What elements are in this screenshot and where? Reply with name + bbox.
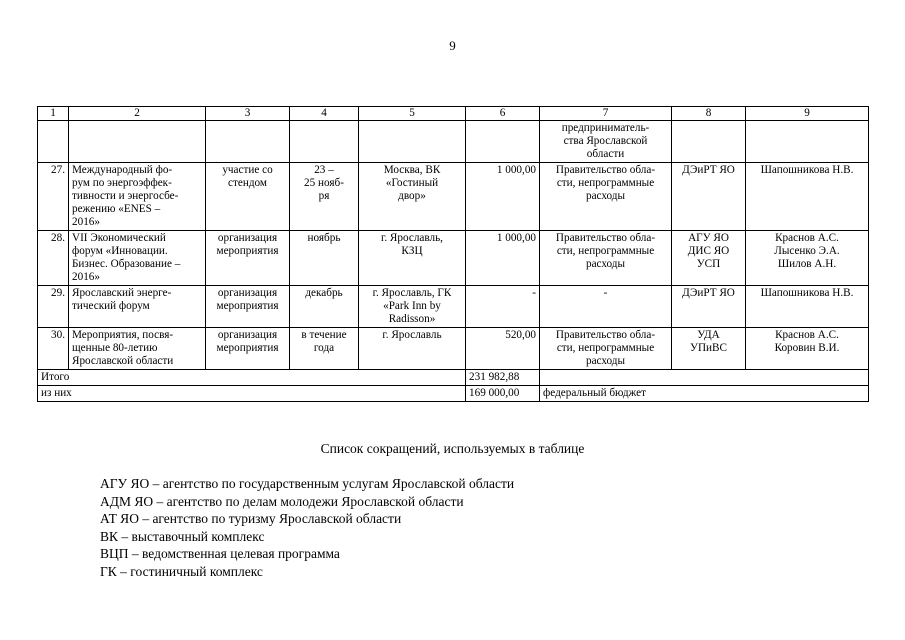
participation-form-cell [206,121,290,163]
event-date-cell: в течение года [290,328,359,370]
abbreviation-item: АГУ ЯО – агентство по государственным услугам Ярославской области [100,476,515,491]
funding-source-cell: Правительство обла- сти, непрограммные расходы [540,163,672,231]
column-header: 1 [38,107,69,121]
participation-form-cell: организация мероприятия [206,328,290,370]
funding-source-cell: предприниматель- ства Ярославской области [540,121,672,163]
event-date-cell [290,121,359,163]
abbreviations-title: Список сокращений, используемых в таблице [320,441,585,456]
event-name-cell: VII Экономический форум «Инновации. Бизнес. Образование – 2016» [69,231,206,286]
event-name-cell: Мероприятия, посвя- щенные 80-летию Ярославской области [69,328,206,370]
event-name-cell: Международный фо- рум по энергоэффек- тивности и энергосбе- режению «ENES – 2016» [69,163,206,231]
column-header: 6 [466,107,540,121]
total-label: Итого [38,370,466,386]
event-name-cell: Ярославский энерге- тический форум [69,286,206,328]
funding-source-cell: Правительство обла- сти, непрограммные расходы [540,328,672,370]
abbreviation-item: АТ ЯО – агентство по туризму Ярославской области [100,511,402,527]
column-header: 7 [540,107,672,121]
total-value: 231 982,88 [466,370,540,386]
column-header: 8 [672,107,746,121]
page-number: 9 [449,38,456,53]
funding-source-cell: Правительство обла- сти, непрограммные расходы [540,231,672,286]
of-which-source: федеральный бюджет [540,386,869,402]
abbreviation-item: ГК – гостиничный комплекс [100,563,263,579]
table-row [38,328,869,370]
row-number-cell: 28. [38,231,69,286]
total-row [38,370,869,386]
responsible-person-cell: Шапошникова Н.В. [746,286,869,328]
event-location-cell: г. Ярославль, ГК «Park Inn by Radisson» [359,286,466,328]
amount-cell: 520,00 [466,328,540,370]
responsible-agency-cell: УДА УПиВС [672,328,746,370]
row-number-cell: 29. [38,286,69,328]
total-empty-cell [540,370,869,386]
event-date-cell: 23 – 25 нояб- ря [290,163,359,231]
event-location-cell: г. Ярославль [359,328,466,370]
of-which-value: 169 000,00 [466,386,540,402]
table-row [38,231,869,286]
column-header: 4 [290,107,359,121]
amount-cell: 1 000,00 [466,231,540,286]
of-which-row [38,386,869,402]
row-number-cell: 27. [38,163,69,231]
responsible-person-cell: Краснов А.С. Коровин В.И. [746,328,869,370]
event-name-cell [69,121,206,163]
table-header-row [38,107,869,121]
amount-cell: 1 000,00 [466,163,540,231]
abbreviation-item: ВК – выставочный комплекс [100,528,265,544]
column-header: 9 [746,107,869,121]
amount-cell: - [466,286,540,328]
events-table [37,106,869,402]
event-location-cell: г. Ярославль, КЗЦ [359,231,466,286]
event-date-cell: ноябрь [290,231,359,286]
responsible-agency-cell [672,121,746,163]
abbreviation-item: АДМ ЯО – агентство по делам молодежи Ярославской области [100,493,464,509]
table-row [38,121,869,163]
responsible-person-cell: Шапошникова Н.В. [746,163,869,231]
amount-cell [466,121,540,163]
responsible-agency-cell: ДЭиРТ ЯО [672,286,746,328]
column-header: 5 [359,107,466,121]
of-which-label: из них [38,386,466,402]
abbreviation-item: ВЦП – ведомственная целевая программа [100,546,340,562]
participation-form-cell: участие со стендом [206,163,290,231]
row-number-cell [38,121,69,163]
responsible-agency-cell: АГУ ЯО ДИС ЯО УСП [672,231,746,286]
table-row [38,163,869,231]
table-row [38,286,869,328]
funding-source-cell: - [540,286,672,328]
event-date-cell: декабрь [290,286,359,328]
event-location-cell: Москва, ВК «Гостиный двор» [359,163,466,231]
responsible-person-cell [746,121,869,163]
column-header: 3 [206,107,290,121]
responsible-person-cell: Краснов А.С. Лысенко Э.А. Шилов А.Н. [746,231,869,286]
row-number-cell: 30. [38,328,69,370]
abbreviations-list [100,475,514,581]
participation-form-cell: организация мероприятия [206,286,290,328]
event-location-cell [359,121,466,163]
responsible-agency-cell: ДЭиРТ ЯО [672,163,746,231]
column-header: 2 [69,107,206,121]
participation-form-cell: организация мероприятия [206,231,290,286]
